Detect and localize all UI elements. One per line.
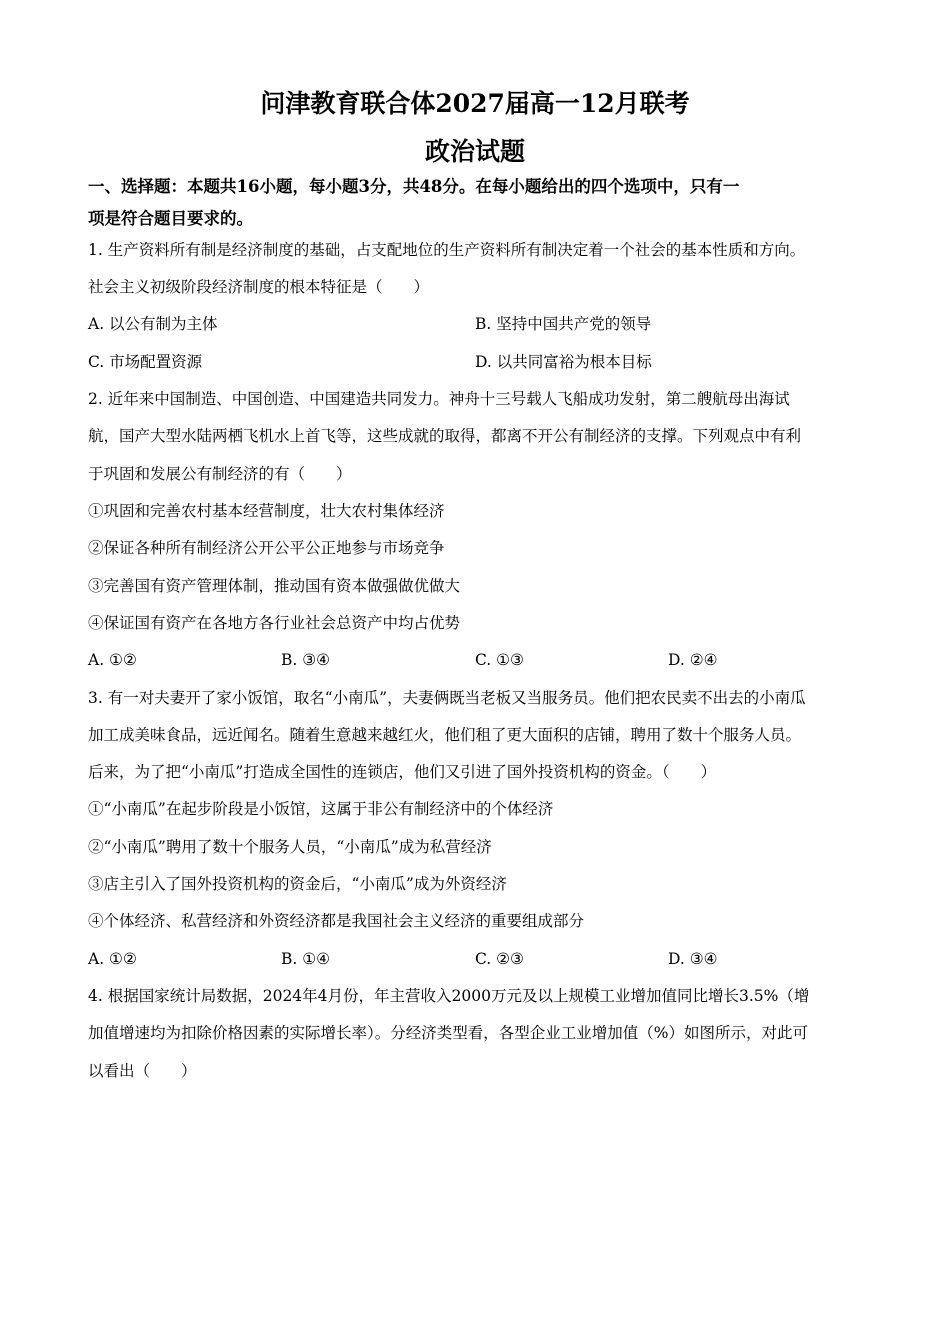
- q3-stem-line1: 3. 有一对夫妻开了家小饭馆，取名“小南瓜”，夫妻俩既当老板又当服务员。他们把农民卖不出去的小南瓜: [88, 689, 806, 707]
- q1-option-a: A. 以公有制为主体: [88, 315, 218, 333]
- exam-subtitle: 政治试题: [424, 137, 525, 166]
- q1-stem-line1: 1. 生产资料所有制是经济制度的基础，占支配地位的生产资料所有制决定着一个社会的基本性质和方向。: [88, 241, 806, 259]
- q3-stem-line3: 后来，为了把“小南瓜”打造成全国性的连锁店，他们又引进了国外投资机构的资金。（ ）: [88, 763, 717, 781]
- q4-stem-line3: 以看出（ ）: [88, 1062, 197, 1080]
- section-heading: [88, 171, 868, 235]
- section-heading-line2: 项是符合题目要求的。: [88, 209, 253, 228]
- section-heading-line1: 一、选择题：本题共16小题，每小题3分，共48分。在每小题给出的四个选项中，只有一: [88, 177, 740, 196]
- q3-stem-line2: 加工成美味食品，远近闻名。随着生意越来越红火，他们租了更大面积的店铺，聘用了数十个服务人员。: [88, 726, 802, 744]
- exam-title: 问津教育联合体2027届高一12月联考: [260, 89, 690, 118]
- q1-option-d: D. 以共同富裕为根本目标: [475, 353, 652, 371]
- q2-option-c: C. ①③: [475, 651, 524, 669]
- q3-statement-4: ④个体经济、私营经济和外资经济都是我国社会主义经济的重要组成部分: [88, 912, 585, 930]
- q1-option-c: C. 市场配置资源: [88, 353, 203, 371]
- q2-stem-line1: 2. 近年来中国制造、中国创造、中国建造共同发力。神舟十三号载人飞船成功发射，第二艘航母出海试: [88, 390, 790, 408]
- q1-option-b: B. 坚持中国共产党的领导: [475, 315, 652, 333]
- q4-stem-line1: 4. 根据国家统计局数据，2024年4月份，年主营收入2000万元及以上规模工业增加值同比增长3.5%（增: [88, 987, 810, 1005]
- q2-stem-line2: 航，国产大型水陆两栖飞机水上首飞等，这些成就的取得，都离不开公有制经济的支撑。下列观点中有利: [88, 427, 802, 445]
- q2-option-d: D. ②④: [668, 651, 718, 669]
- q2-statement-2: ②保证各种所有制经济公开公平公正地参与市场竞争: [88, 539, 445, 557]
- q2-statement-4: ④保证国有资产在各地方各行业社会总资产中均占优势: [88, 614, 461, 632]
- q2-statement-1: ①巩固和完善农村基本经营制度，壮大农村集体经济: [88, 502, 445, 520]
- q2-option-b: B. ③④: [281, 651, 331, 669]
- q3-statement-2: ②“小南瓜”聘用了数十个服务人员，“小南瓜”成为私营经济: [88, 838, 492, 856]
- q3-statement-1: ①“小南瓜”在起步阶段是小饭馆，这属于非公有制经济中的个体经济: [88, 800, 554, 818]
- q3-option-c: C. ②③: [475, 950, 524, 968]
- q3-option-b: B. ①④: [281, 950, 331, 968]
- q2-statement-3: ③完善国有资产管理体制，推动国有资本做强做优做大: [88, 577, 461, 595]
- q2-stem-line3: 于巩固和发展公有制经济的有（ ）: [88, 465, 352, 483]
- q3-option-d: D. ③④: [668, 950, 718, 968]
- q2-option-a: A. ①②: [88, 651, 137, 669]
- q3-statement-3: ③店主引入了国外投资机构的资金后，“小南瓜”成为外资经济: [88, 875, 507, 893]
- q4-stem-line2: 加值增速均为扣除价格因素的实际增长率）。分经济类型看，各型企业工业增加值（%）如图所示，对此可: [88, 1024, 808, 1042]
- q3-option-a: A. ①②: [88, 950, 137, 968]
- q1-stem-line2: 社会主义初级阶段经济制度的根本特征是（ ）: [88, 278, 430, 296]
